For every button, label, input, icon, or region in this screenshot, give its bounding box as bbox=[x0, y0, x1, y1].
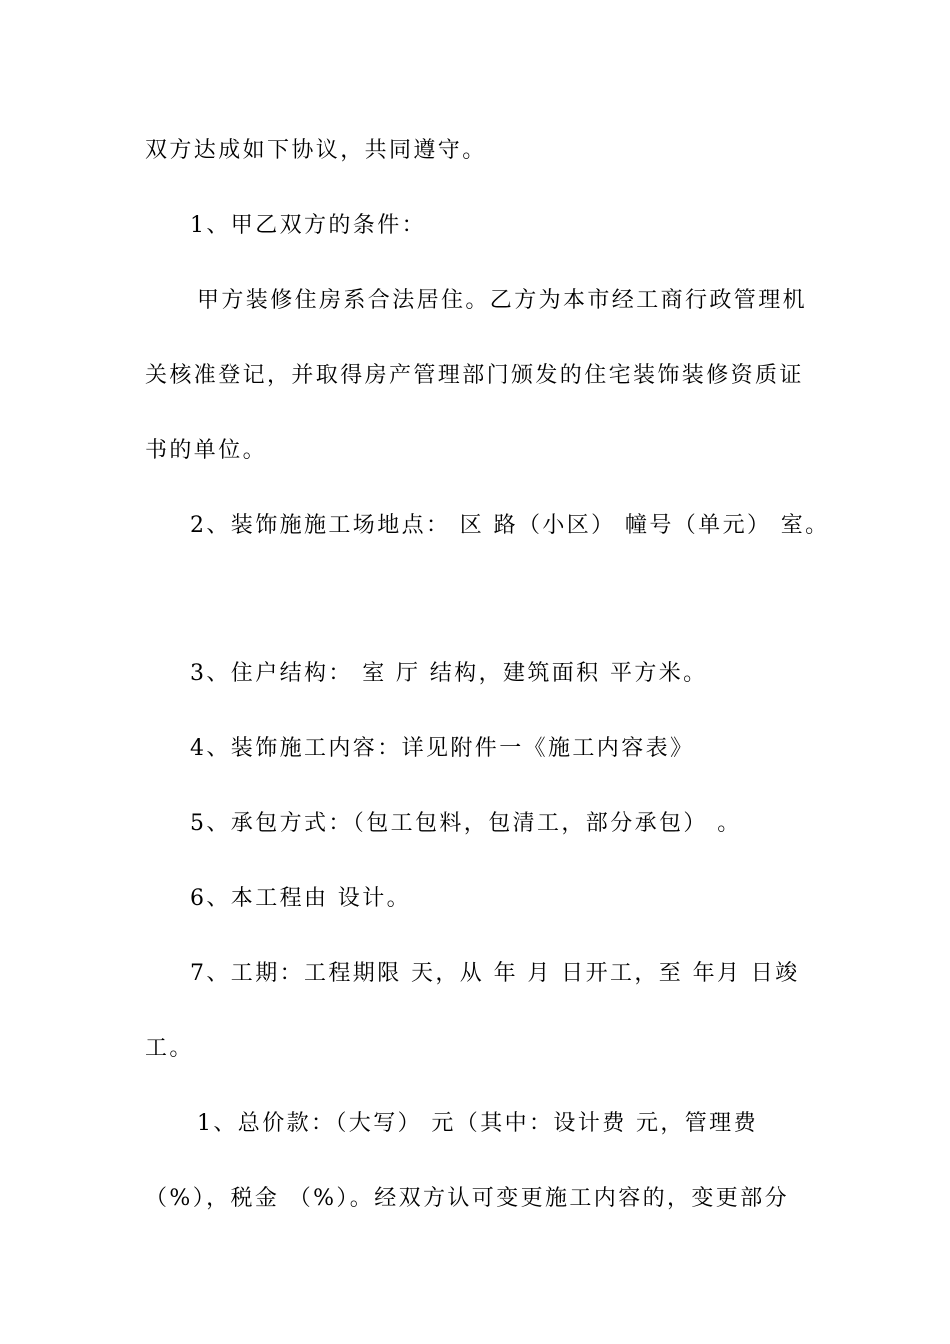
clause-5-contract-method: 5、承包方式：（包工包料，包清工，部分承包） 。 bbox=[190, 811, 742, 836]
clause-7-schedule: 7、工期：工程期限 天，从 年 月 日开工，至 年月 日竣 bbox=[190, 961, 800, 986]
price-clause-1: 1、总价款：（大写） 元（其中：设计费 元，管理费 bbox=[197, 1111, 758, 1136]
clause-2-location: 2、装饰施施工场地点： 区 路（小区） 幢号（单元） 室。 bbox=[190, 513, 830, 538]
paragraph-line: 书的单位。 bbox=[145, 438, 268, 463]
paragraph-line: 工。 bbox=[145, 1036, 194, 1061]
clause-6-design: 6、本工程由 设计。 bbox=[190, 886, 411, 911]
paragraph-line: 关核准登记，并取得房产管理部门颁发的住宅装饰装修资质证 bbox=[145, 363, 804, 388]
paragraph-line: 双方达成如下协议，共同遵守。 bbox=[145, 138, 487, 163]
paragraph-line: 甲方装修住房系合法居住。乙方为本市经工商行政管理机 bbox=[197, 288, 808, 313]
paragraph-line: （%），税金 （%）。经双方认可变更施工内容的，变更部分 bbox=[145, 1186, 790, 1211]
clause-1-heading: 1、甲乙双方的条件： bbox=[190, 213, 426, 238]
clause-3-structure: 3、住户结构： 室 厅 结构，建筑面积 平方米。 bbox=[190, 661, 708, 686]
clause-4-content: 4、装饰施工内容：详见附件一《施工内容表》 bbox=[190, 736, 695, 761]
